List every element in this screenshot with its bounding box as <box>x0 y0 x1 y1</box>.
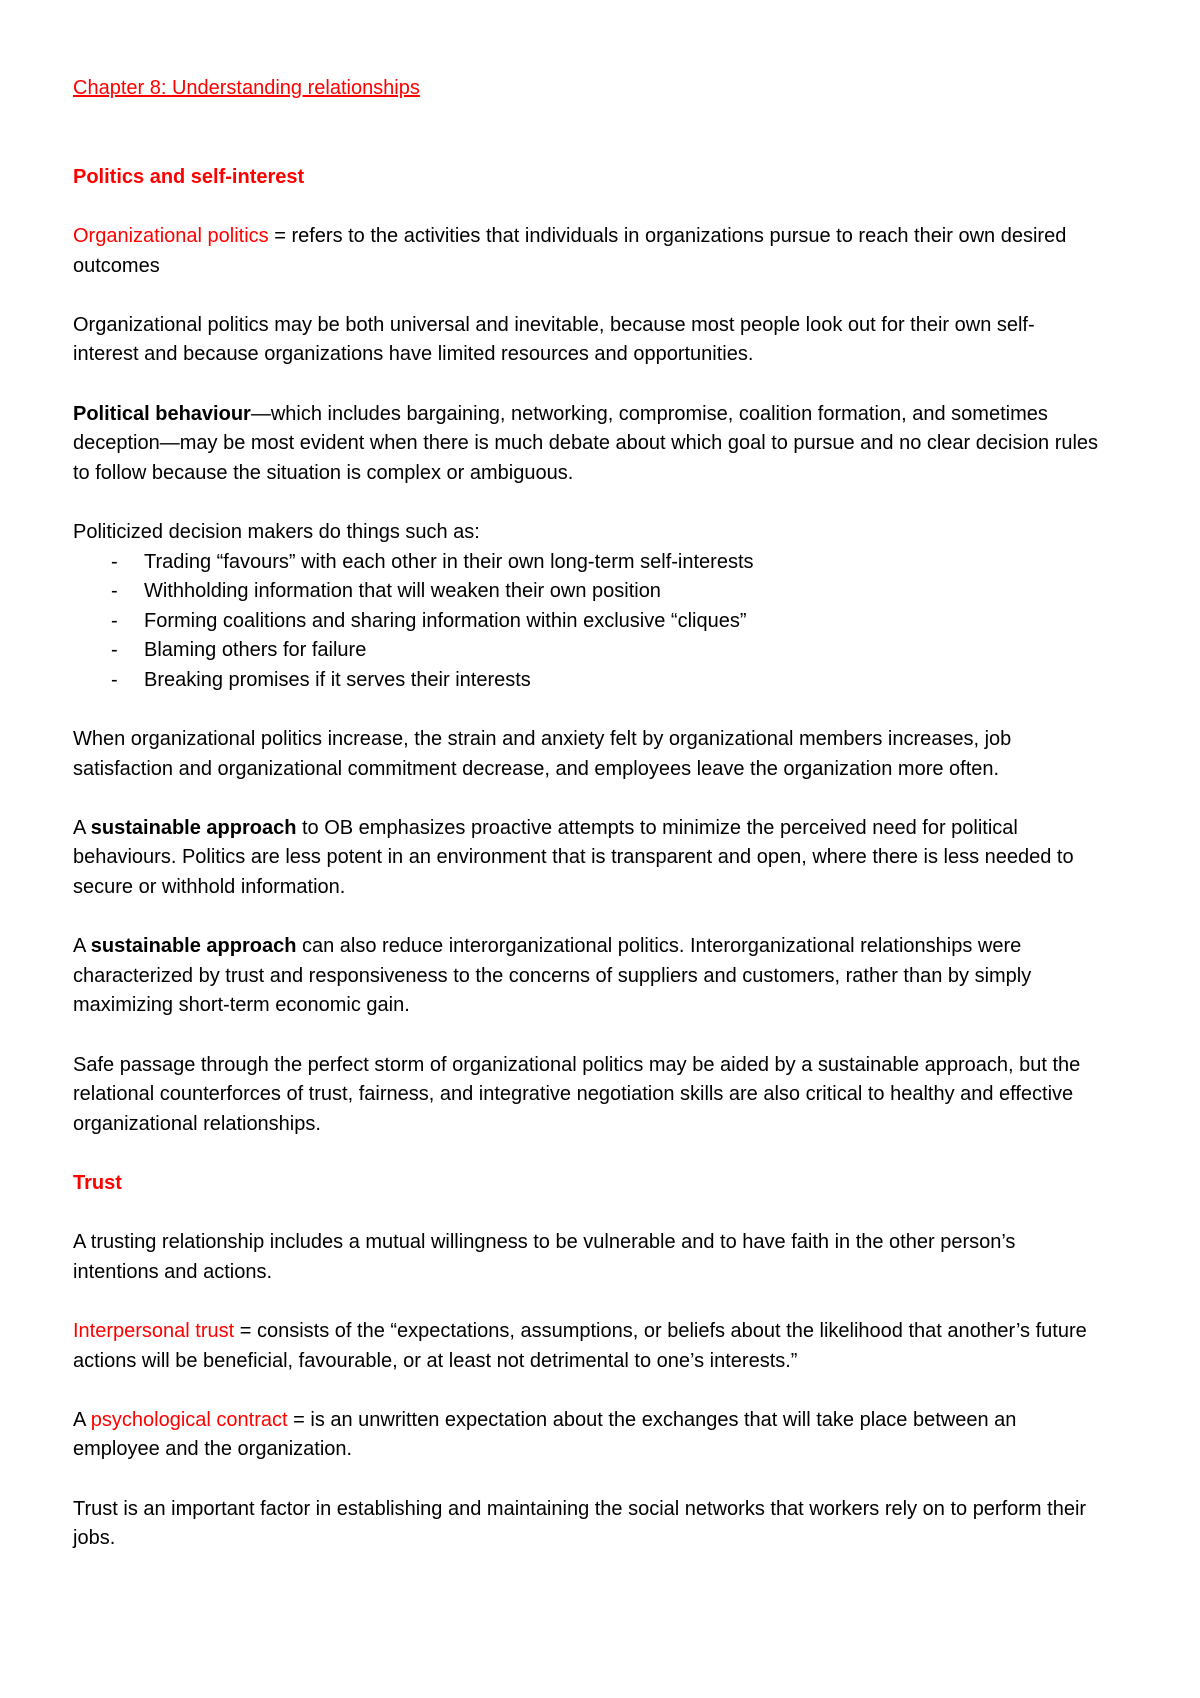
spacer <box>73 784 1100 814</box>
list-marker: - <box>111 580 118 603</box>
spacer <box>73 1199 1100 1229</box>
paragraph-safe-passage: Safe passage through the perfect storm of organizational politics may be aided by a sustainable approach, but the relational counterforces of trust, fairness, and integrative negotiation skills are also critical to healthy and effective organizational relationships. <box>73 1053 1081 1135</box>
term-interpersonal-trust: Interpersonal trust <box>73 1319 235 1342</box>
definition-text: = refers to the activities that individuals in organizations pursue to reach their own desired outcomes <box>73 224 1067 277</box>
term-sustainable-approach: sustainable approach <box>90 935 297 958</box>
spacer <box>73 903 1100 933</box>
list-item-text: Breaking promises if it serves their interests <box>144 668 531 691</box>
list-marker: - <box>111 639 118 662</box>
section-trust <box>73 1169 1100 1554</box>
spacer <box>73 281 1100 311</box>
spacer <box>73 1139 1100 1169</box>
list-marker: - <box>111 550 118 573</box>
spacer <box>73 1376 1100 1406</box>
definition-psychological-contract <box>73 1406 1100 1465</box>
paragraph-trust-social-networks: Trust is an important factor in establishing and maintaining the social networks that workers rely on to perform their jobs. <box>73 1497 1087 1550</box>
section-heading-politics: Politics and self-interest <box>73 165 305 188</box>
paragraph-politics-universal: Organizational politics may be both universal and inevitable, because most people look out for their own self-interest and because organizations have limited resources and opportunities. <box>73 313 1035 366</box>
definition-text: = consists of the “expectations, assumptions, or beliefs about the likelihood that another’s future actions will be beneficial, favourable, or at least not detrimental to one’s interests.” <box>73 1319 1087 1372</box>
paragraph-text: —which includes bargaining, networking, compromise, coalition formation, and sometimes deception—may be most evident when there is much debate about which goal to pursue and no clear decision rules to follow because the situation is complex or ambiguous. <box>73 402 1099 484</box>
term-political-behaviour: Political behaviour <box>73 402 251 425</box>
spacer <box>73 370 1100 400</box>
section-politics <box>73 163 1100 1169</box>
list-item <box>111 607 1100 637</box>
spacer <box>73 695 1100 725</box>
list-item-text: Forming coalitions and sharing information within exclusive “cliques” <box>144 609 747 632</box>
spacer <box>73 488 1100 518</box>
paragraph-prefix: A <box>73 1408 91 1431</box>
paragraph-prefix: A <box>73 816 91 839</box>
politicized-behaviours-list <box>73 548 1100 696</box>
paragraph-trusting-relationship: A trusting relationship includes a mutual willingness to be vulnerable and to have faith in the other person’s intentions and actions. <box>73 1231 1016 1283</box>
list-item-text: Blaming others for failure <box>144 639 367 662</box>
paragraph-text: to OB emphasizes proactive attempts to minimize the perceived need for political behaviours. Politics are less potent in an environment that is transparent and open, where there is less needed to secure or withhold information. <box>73 816 1074 899</box>
spacer <box>73 1021 1100 1051</box>
list-item <box>111 548 1100 578</box>
definition-organizational-politics <box>73 222 1100 281</box>
list-intro: Politicized decision makers do things such as: <box>73 520 480 543</box>
list-item <box>111 636 1100 666</box>
paragraph-politics-effects: When organizational politics increase, the strain and anxiety felt by organizational members increases, job satisfaction and organizational commitment decrease, and employees leave the organization more often. <box>73 728 1012 780</box>
paragraph-sustainable-approach-ob <box>73 814 1100 903</box>
paragraph-political-behaviour <box>73 400 1100 489</box>
paragraph-text: can also reduce interorganizational politics. Interorganizational relationships were characterized by trust and responsiveness to the concerns of suppliers and customers, rather than by simply maximizing short-term economic gain. <box>73 935 1032 1017</box>
spacer <box>73 192 1100 222</box>
chapter-title: Chapter 8: Understanding relationships <box>73 77 420 99</box>
spacer <box>73 1287 1100 1317</box>
term-organizational-politics: Organizational politics <box>73 224 269 247</box>
list-item-text: Withholding information that will weaken their own position <box>144 580 661 603</box>
paragraph-sustainable-approach-interorg <box>73 932 1100 1021</box>
list-item-text: Trading “favours” with each other in their own long-term self-interests <box>144 550 754 573</box>
list-item <box>111 666 1100 696</box>
definition-text: = is an unwritten expectation about the exchanges that will take place between an employee and the organization. <box>73 1408 1017 1461</box>
spacer <box>73 104 1100 163</box>
list-marker: - <box>111 609 118 632</box>
paragraph-prefix: A <box>73 935 91 958</box>
list-item <box>111 577 1100 607</box>
term-psychological-contract: psychological contract <box>90 1408 288 1431</box>
list-marker: - <box>111 668 118 691</box>
spacer <box>73 1465 1100 1495</box>
definition-interpersonal-trust <box>73 1317 1100 1376</box>
term-sustainable-approach: sustainable approach <box>90 816 297 839</box>
section-heading-trust: Trust <box>73 1171 122 1194</box>
